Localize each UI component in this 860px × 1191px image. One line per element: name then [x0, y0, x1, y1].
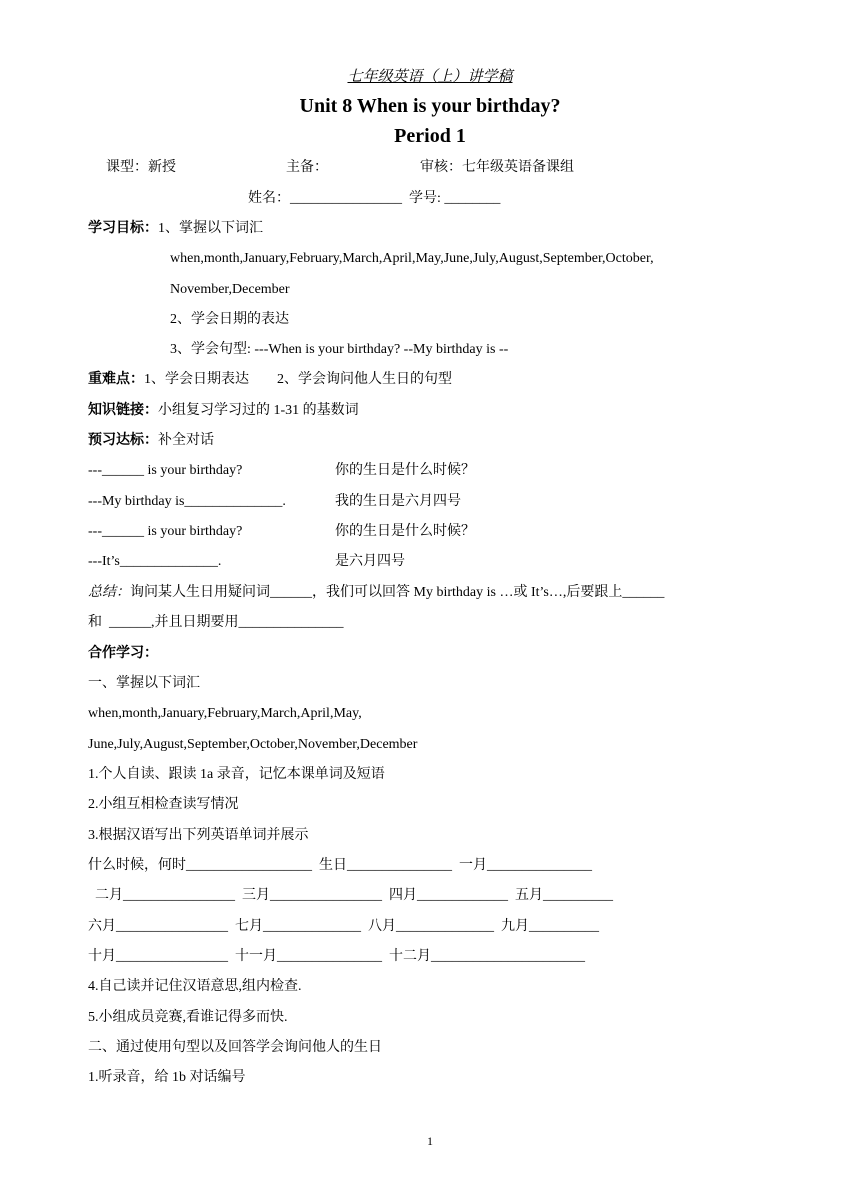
- number-blank: ________: [444, 191, 501, 206]
- reviewer-label: 审核：七年级英语备课组: [420, 160, 574, 175]
- preview-label: 预习达标：: [88, 433, 158, 448]
- summary-line-1: [88, 584, 664, 602]
- knowledge-label: 知识链接：: [88, 403, 158, 418]
- step-6: 1.听录音，给 1b 对话编号: [88, 1070, 246, 1085]
- dialog-line-zh: 你的生日是什么时候？: [335, 463, 475, 478]
- summary-label: 总结：: [88, 585, 130, 600]
- goals-vocab-line-2: November,December: [170, 282, 290, 297]
- goals-item-2: 2、学会日期的表达: [170, 312, 289, 327]
- knowledge-text: 小组复习学习过的 1-31 的基数词: [158, 403, 359, 418]
- document-banner: 七年级英语（上）讲学稿: [347, 69, 513, 85]
- key-points: [88, 371, 452, 389]
- number-label: 学号:: [409, 191, 441, 206]
- goals-item-3: 3、学会句型: ---When is your birthday? --My birthday is --: [170, 342, 509, 357]
- unit-title: Unit 8 When is your birthday?: [299, 95, 561, 117]
- fill-row-1: 什么时候，何时__________________ 生日_______________ 一月_______________: [88, 858, 592, 873]
- coop-vocab-line-2: June,July,August,September,October,November,December: [88, 737, 418, 752]
- fill-row-4: 十月________________ 十一月_______________ 十二月______________________: [88, 949, 585, 964]
- name-blank: ________________: [290, 191, 402, 206]
- preview-text: 补全对话: [158, 433, 214, 448]
- fill-row-2: 二月________________ 三月________________ 四月_____________ 五月__________: [88, 888, 613, 903]
- dialog-line-zh: 你的生日是什么时候？: [335, 524, 475, 539]
- section-1-heading: 一、掌握以下词汇: [88, 676, 200, 691]
- coop-heading: 合作学习：: [88, 646, 158, 661]
- period-title: Period 1: [394, 125, 466, 147]
- preview-heading: [88, 432, 214, 450]
- name-field: [248, 190, 500, 208]
- dialog-line-en: ---______ is your birthday?: [88, 524, 243, 539]
- step-5: 5.小组成员竞赛,看谁记得多而快.: [88, 1010, 288, 1025]
- goals-heading: [88, 220, 263, 238]
- author-label: 主备：: [286, 160, 328, 175]
- dialog-line-zh: 是六月四号: [335, 554, 405, 569]
- goals-item-1: 1、掌握以下词汇: [158, 221, 263, 236]
- knowledge-link: [88, 402, 359, 420]
- step-1: 1.个人自读、跟读 1a 录音，记忆本课单词及短语: [88, 767, 385, 782]
- step-3: 3.根据汉语写出下列英语单词并展示: [88, 828, 309, 843]
- section-2-heading: 二、通过使用句型以及回答学会询问他人的生日: [88, 1040, 382, 1055]
- dialog-line-en: ---______ is your birthday?: [88, 463, 243, 478]
- key-points-label: 重难点：: [88, 372, 144, 387]
- goals-label: 学习目标：: [88, 221, 158, 236]
- step-4: 4.自己读并记住汉语意思,组内检查.: [88, 979, 302, 994]
- step-2: 2.小组互相检查读写情况: [88, 797, 239, 812]
- dialog-line-en: ---My birthday is______________.: [88, 494, 286, 509]
- fill-row-3: 六月________________ 七月______________ 八月______________ 九月__________: [88, 919, 599, 934]
- summary-line-2: 和 ______,并且日期要用_______________: [88, 615, 344, 630]
- dialog-line-en: ---It’s______________.: [88, 554, 222, 569]
- key-points-text: 1、学会日期表达 2、学会询问他人生日的句型: [144, 372, 452, 387]
- course-type: 课型：新授: [106, 160, 176, 175]
- dialog-line-zh: 我的生日是六月四号: [335, 494, 461, 509]
- goals-vocab-line-1: when,month,January,February,March,April,May,June,July,August,September,October,: [170, 251, 654, 266]
- name-label: 姓名：: [248, 191, 290, 206]
- coop-vocab-line-1: when,month,January,February,March,April,May,: [88, 706, 362, 721]
- page-number: 1: [427, 1134, 433, 1148]
- summary-text-1: 询问某人生日用疑问词______，我们可以回答 My birthday is …或 It’s…,后要跟上______: [130, 585, 665, 600]
